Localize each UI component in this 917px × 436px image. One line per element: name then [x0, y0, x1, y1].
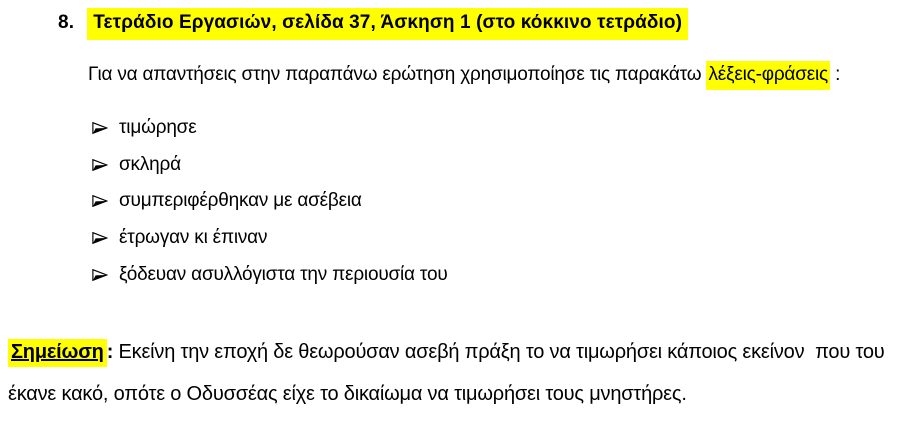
arrow-bullet-icon — [92, 158, 108, 172]
intro-highlight: λέξεις-φράσεις — [706, 61, 830, 90]
list-item — [92, 220, 448, 257]
note-line1-text: Εκείνη την εποχή δε θεωρούσαν ασεβή πράξη το να τιμωρήσει κάποιος εκείνον που του — [113, 341, 885, 363]
list-item — [92, 147, 448, 184]
exercise-title: Τετράδιο Εργασιών, σελίδα 37, Άσκηση 1 (στο κόκκινο τετράδιο) — [87, 8, 688, 40]
note-colon: : — [106, 341, 114, 363]
word-list — [92, 110, 448, 293]
exercise-heading — [58, 8, 688, 40]
intro-text-after: : — [830, 64, 841, 85]
list-item-label: τιμώρησε — [119, 117, 197, 139]
note-label: Σημείωση — [8, 339, 107, 367]
list-item-label: ξόδευαν ασυλλόγιστα την περιουσία του — [119, 263, 448, 285]
list-item — [92, 256, 448, 293]
intro-text-before: Για να απαντήσεις στην παραπάνω ερώτηση χρησιμοποίησε τις παρακάτω — [88, 64, 707, 85]
list-item — [92, 110, 448, 147]
list-item-label: σκληρά — [119, 153, 181, 175]
intro-paragraph — [88, 64, 840, 86]
exercise-number: 8. — [58, 12, 75, 33]
note-paragraph — [8, 331, 913, 415]
list-item-label: έτρωγαν κι έπιναν — [119, 227, 268, 249]
arrow-bullet-icon — [92, 194, 108, 208]
arrow-bullet-icon — [92, 268, 108, 282]
arrow-bullet-icon — [92, 121, 108, 135]
list-item-label: συμπεριφέρθηκαν με ασέβεια — [119, 190, 362, 212]
note-line1 — [8, 331, 913, 373]
note-line2-text: έκανε κακό, οπότε ο Οδυσσέας είχε το δικαίωμα να τιμωρήσει τους μνηστήρες. — [8, 383, 687, 405]
list-item — [92, 183, 448, 220]
arrow-bullet-icon — [92, 231, 108, 245]
